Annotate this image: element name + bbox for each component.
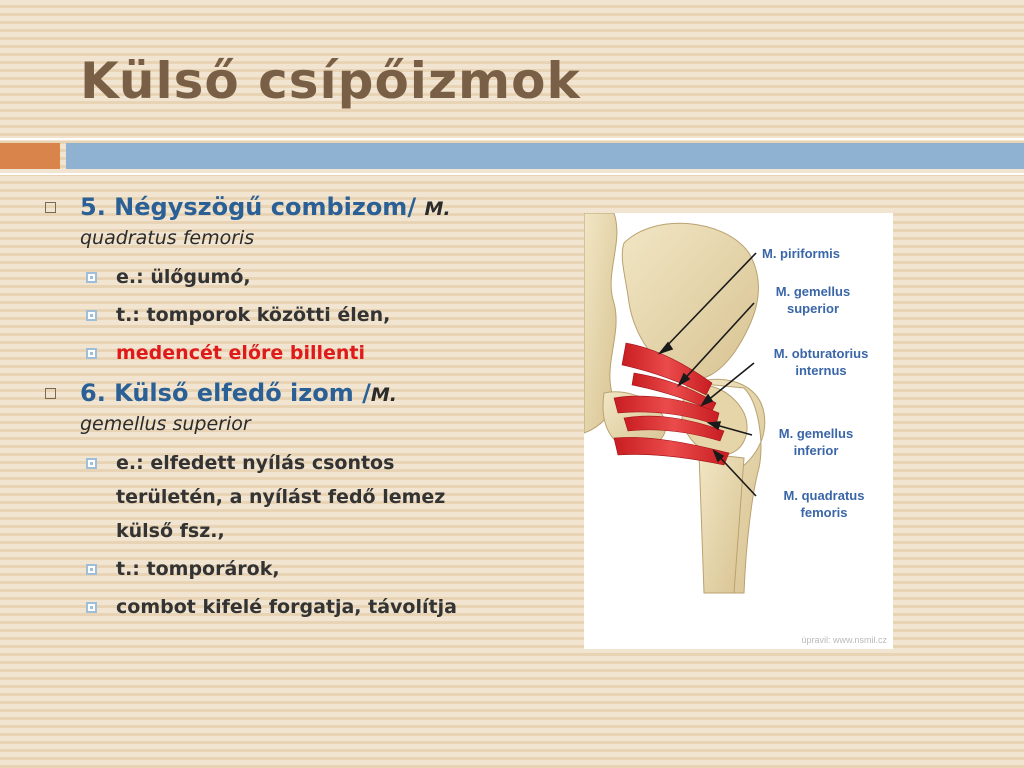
sub-bullet-text: t.: tomporok közötti élen, — [116, 304, 391, 326]
square-bullet-icon — [45, 202, 56, 213]
figure-label: M. obturatorius internus — [773, 346, 869, 378]
sub-bullet-icon — [86, 564, 97, 575]
bullet-content — [40, 190, 540, 628]
header-rule-top — [0, 138, 1024, 140]
sub-bullet-text: t.: tomporárok, — [116, 558, 280, 580]
bullet-item-5 — [40, 190, 540, 252]
sub-bullet-text: combot kifelé forgatja, távolítja — [116, 596, 457, 618]
sub-bullet — [40, 298, 540, 332]
accent-bar-blue — [66, 143, 1024, 169]
figure-credit: úpravil: www.nsmil.cz — [801, 635, 887, 645]
sub-bullet-text: medencét előre billenti — [116, 342, 366, 364]
figure-label: M. gemellus inferior — [778, 426, 854, 458]
figure-label: M. quadratus femoris — [783, 488, 865, 520]
sub-bullet-icon — [86, 310, 97, 321]
sub-bullet-text: e.: elfedett nyílás csontos területén, a nyílást fedő lemez külső fsz., — [116, 452, 446, 542]
accent-bar-orange — [0, 143, 60, 169]
sub-bullet-highlight — [40, 336, 540, 370]
anatomy-figure — [584, 213, 893, 649]
latin-name: gemellus superior — [80, 413, 251, 435]
bullet-heading: 5. Négyszögű combizom/ — [80, 193, 425, 221]
sub-bullet-icon — [86, 458, 97, 469]
sub-bullet — [40, 590, 540, 624]
sub-bullet-icon — [86, 272, 97, 283]
sub-bullet — [40, 552, 540, 586]
latin-prefix: M. — [370, 384, 397, 406]
header-rule-bottom — [0, 173, 1024, 175]
latin-prefix: M. — [424, 198, 451, 220]
sub-bullet-icon — [86, 348, 97, 359]
slide-title: Külső csípőizmok — [80, 52, 581, 110]
figure-label: M. piriformis — [762, 246, 841, 261]
sub-bullet — [40, 446, 476, 548]
sub-bullet-icon — [86, 602, 97, 613]
sub-bullet-text: e.: ülőgumó, — [116, 266, 251, 288]
bullet-heading: 6. Külső elfedő izom / — [80, 379, 371, 407]
bullet-item-6 — [40, 376, 540, 438]
square-bullet-icon — [45, 388, 56, 399]
sub-bullet — [40, 260, 540, 294]
figure-label: M. gemellus superior — [775, 284, 851, 316]
latin-name: quadratus femoris — [80, 227, 255, 249]
